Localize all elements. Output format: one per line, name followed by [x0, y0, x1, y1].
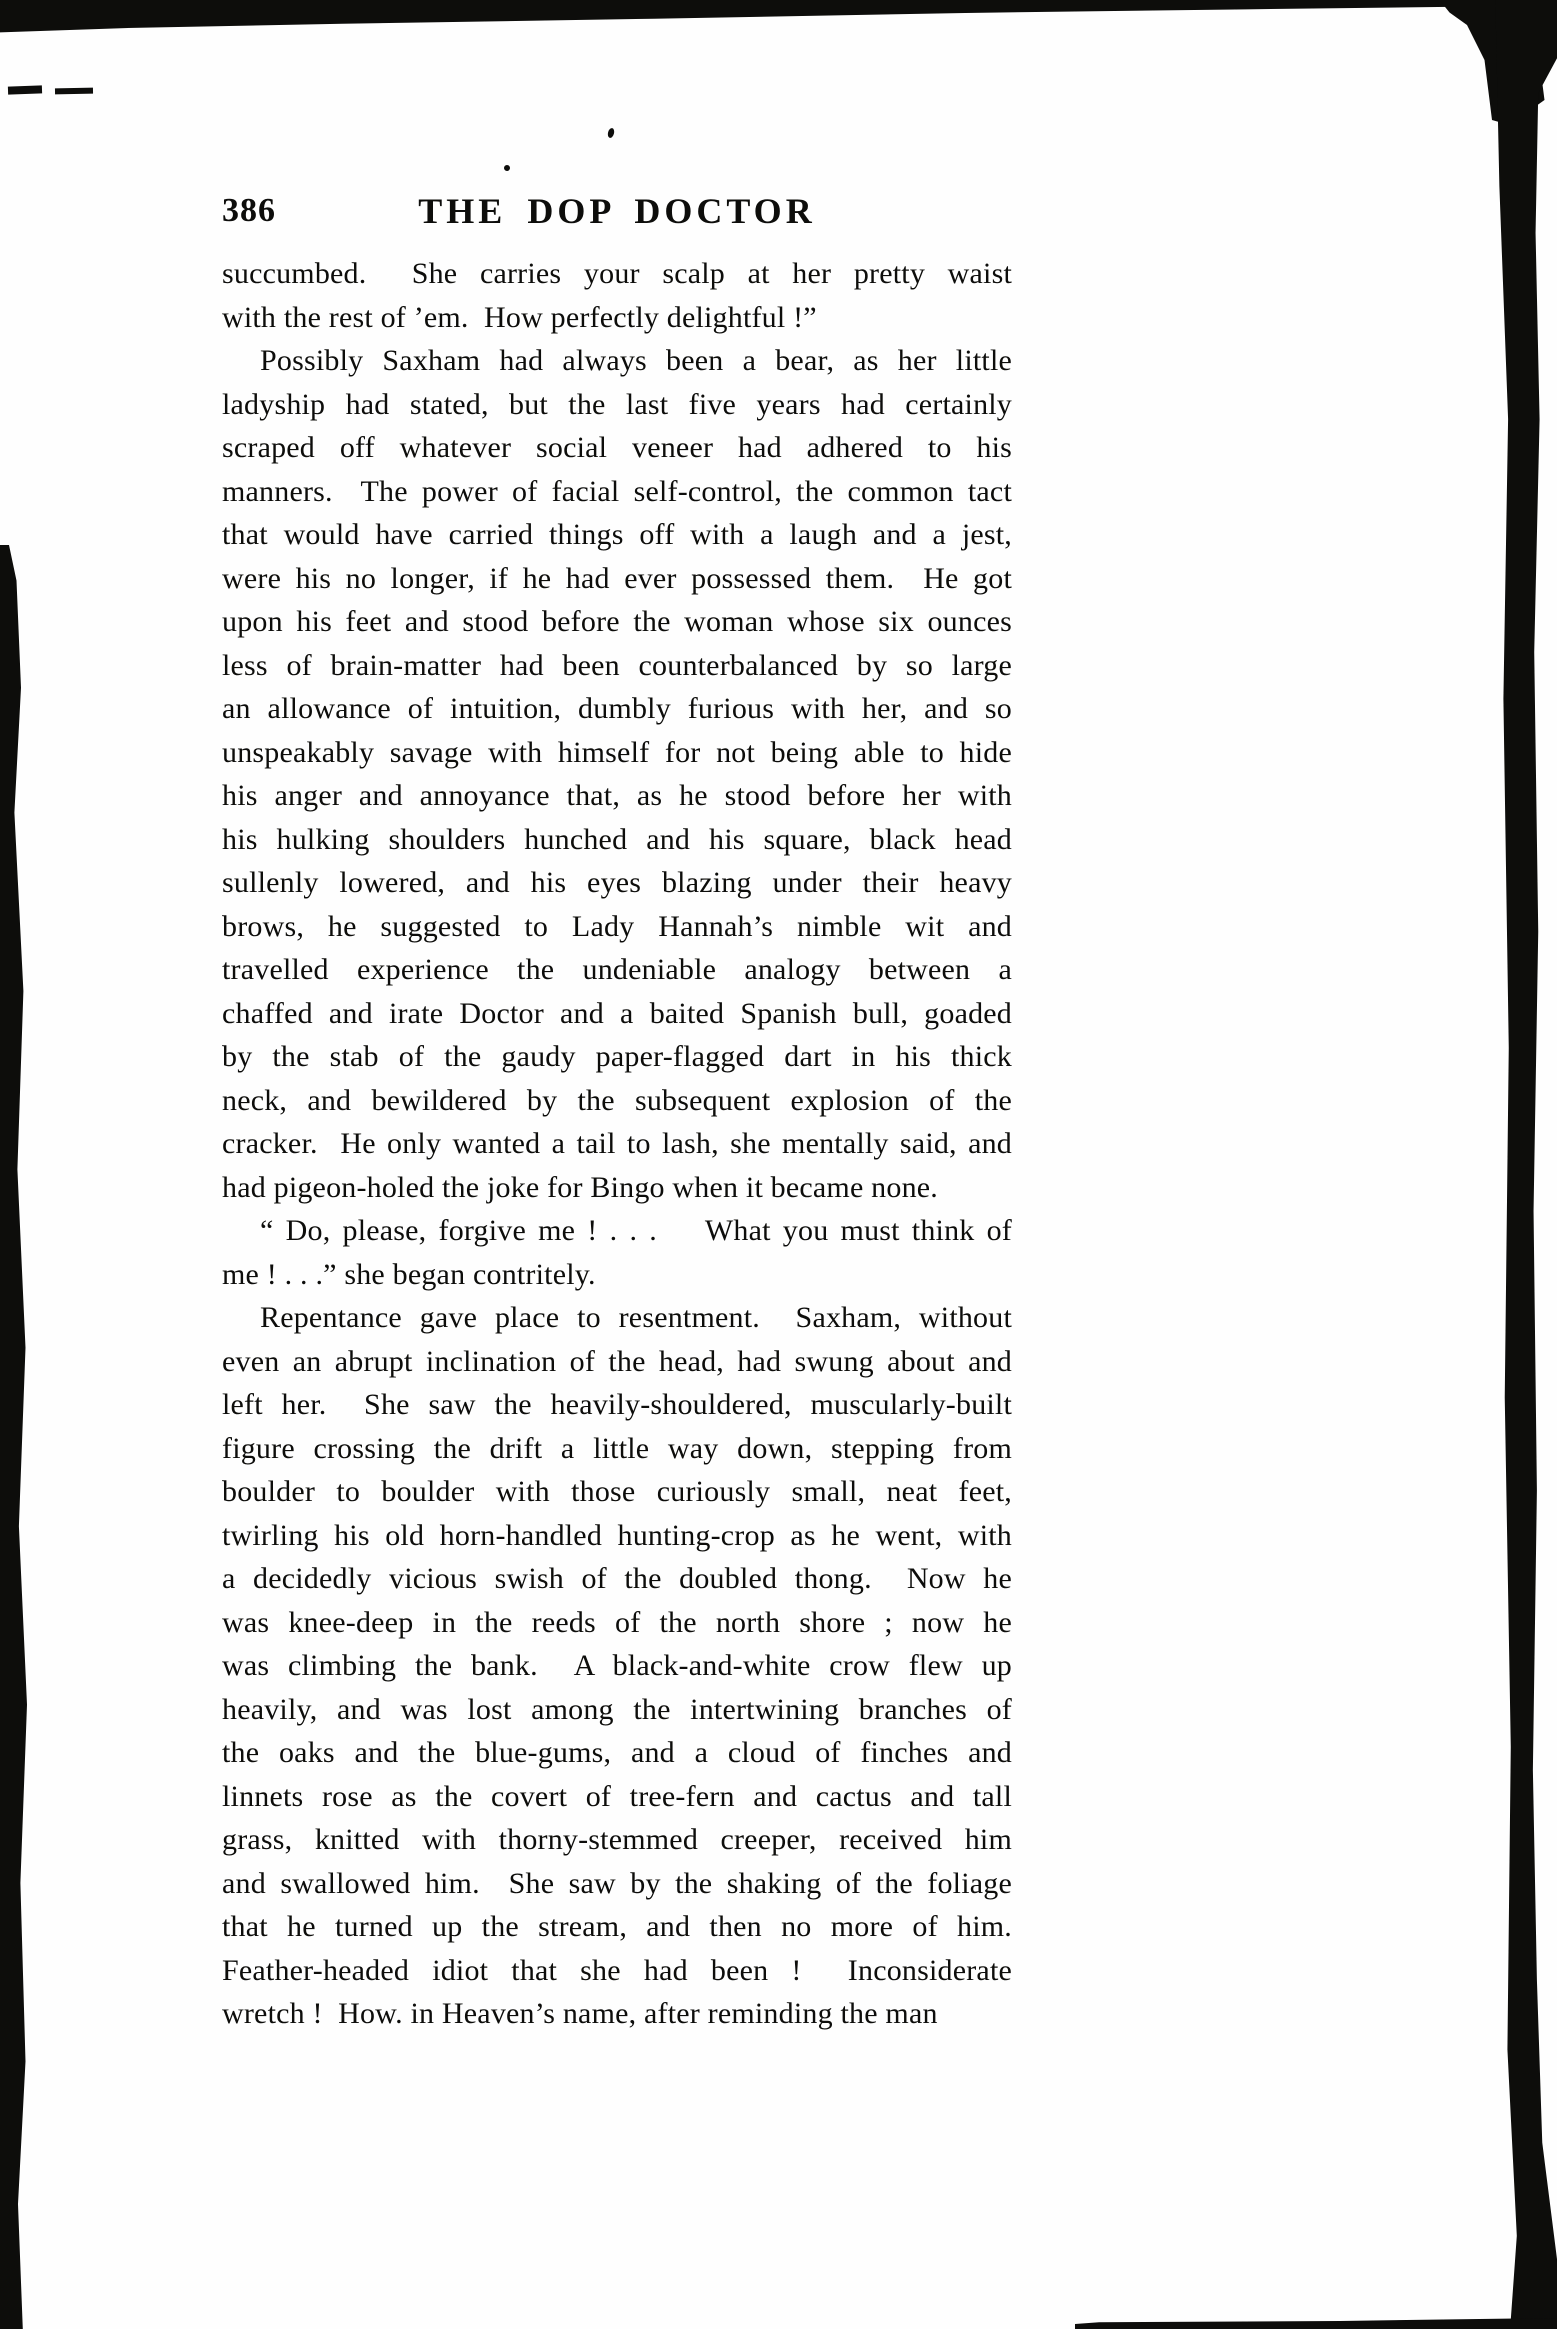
page-title: THE DOP DOCTOR: [418, 191, 816, 231]
text-line: boulder to boulder with those curiously small, neat feet,: [222, 1475, 1012, 1508]
text-line: the oaks and the blue-gums, and a cloud of finches and: [222, 1736, 1012, 1769]
text-line: heavily, and was lost among the intertwining branches of: [222, 1692, 1012, 1726]
paragraph: [222, 1209, 1012, 1296]
text-line: less of brain-matter had been counterbalanced by so large: [222, 648, 1012, 682]
page-number: 386: [222, 192, 276, 229]
text-line: with the rest of ’em. How perfectly delightful !”: [222, 300, 817, 334]
text-line: and swallowed him. She saw by the shaking of the foliage: [222, 1866, 1012, 1900]
scan-artifact-right-streak: [1490, 0, 1557, 2329]
text-line: left her. She saw the heavily-shouldered, muscularly-built: [222, 1388, 1012, 1421]
text-line: twirling his old horn-handled hunting-crop as he went, with: [222, 1518, 1012, 1552]
text-line: Repentance gave place to resentment. Saxham, without: [260, 1301, 1012, 1334]
scan-artifact-dash: [55, 88, 93, 95]
paragraph: [222, 1296, 1012, 2036]
text-line: even an abrupt inclination of the head, had swung about and: [222, 1344, 1012, 1378]
text-line: chaffed and irate Doctor and a baited Spanish bull, goaded: [222, 996, 1012, 1030]
text-line: neck, and bewildered by the subsequent explosion of the: [222, 1083, 1012, 1117]
text-line: figure crossing the drift a little way down, stepping from: [222, 1431, 1012, 1465]
text-line: his hulking shoulders hunched and his square, black head: [222, 822, 1012, 856]
text-line: his anger and annoyance that, as he stood before her with: [222, 779, 1012, 812]
text-line: ladyship had stated, but the last five years had certainly: [222, 387, 1012, 421]
running-head: [222, 190, 1012, 232]
text-line: “ Do, please, forgive me ! . . . What you must think of: [260, 1214, 1012, 1247]
text-line: me ! . . .” she began contritely.: [222, 1257, 596, 1291]
text-line: wretch ! How. in Heaven’s name, after reminding the man: [222, 1997, 938, 2030]
scan-artifact-speck: [504, 165, 510, 171]
text-line: scraped off whatever social veneer had adhered to his: [222, 431, 1012, 464]
text-line: linnets rose as the covert of tree-fern and cactus and tall: [222, 1779, 1012, 1813]
text-line: that would have carried things off with a laugh and a jest,: [222, 518, 1012, 551]
page-text: [222, 252, 1012, 2036]
text-line: grass, knitted with thorny-stemmed creeper, received him: [222, 1823, 1012, 1856]
text-line: by the stab of the gaudy paper-flagged dart in his thick: [222, 1040, 1012, 1073]
scan-artifact-left-streak: [0, 545, 30, 2329]
text-line: a decidedly vicious swish of the doubled thong. Now he: [222, 1562, 1012, 1595]
text-line: travelled experience the undeniable analogy between a: [222, 953, 1012, 986]
text-line: succumbed. She carries your scalp at her pretty waist: [222, 257, 1012, 290]
scan-artifact-speck: [607, 127, 615, 138]
text-line: Possibly Saxham had always been a bear, as her little: [260, 344, 1012, 377]
text-line: was knee-deep in the reeds of the north shore ; now he: [222, 1605, 1012, 1639]
scan-artifact-dash: [8, 85, 42, 94]
text-line: sullenly lowered, and his eyes blazing under their heavy: [222, 866, 1012, 899]
scan-artifact-bottom-bar: [1075, 2316, 1557, 2329]
text-line: manners. The power of facial self-control, the common tact: [222, 474, 1012, 508]
text-line: brows, he suggested to Lady Hannah’s nimble wit and: [222, 909, 1012, 943]
text-line: an allowance of intuition, dumbly furious with her, and so: [222, 692, 1012, 725]
paragraph: [222, 252, 1012, 339]
text-line: that he turned up the stream, and then no more of him.: [222, 1910, 1012, 1943]
paragraph: [222, 339, 1012, 1209]
text-line: had pigeon-holed the joke for Bingo when it became none.: [222, 1170, 938, 1204]
text-line: Feather-headed idiot that she had been ! Inconsiderate: [222, 1953, 1012, 1987]
text-line: was climbing the bank. A black-and-white crow flew up: [222, 1649, 1012, 1682]
text-line: upon his feet and stood before the woman whose six ounces: [222, 605, 1012, 638]
scan-artifact-top-edge: [0, 0, 1557, 36]
text-line: were his no longer, if he had ever possessed them. He got: [222, 561, 1012, 595]
text-line: cracker. He only wanted a tail to lash, she mentally said, and: [222, 1127, 1012, 1160]
text-line: unspeakably savage with himself for not being able to hide: [222, 735, 1012, 769]
